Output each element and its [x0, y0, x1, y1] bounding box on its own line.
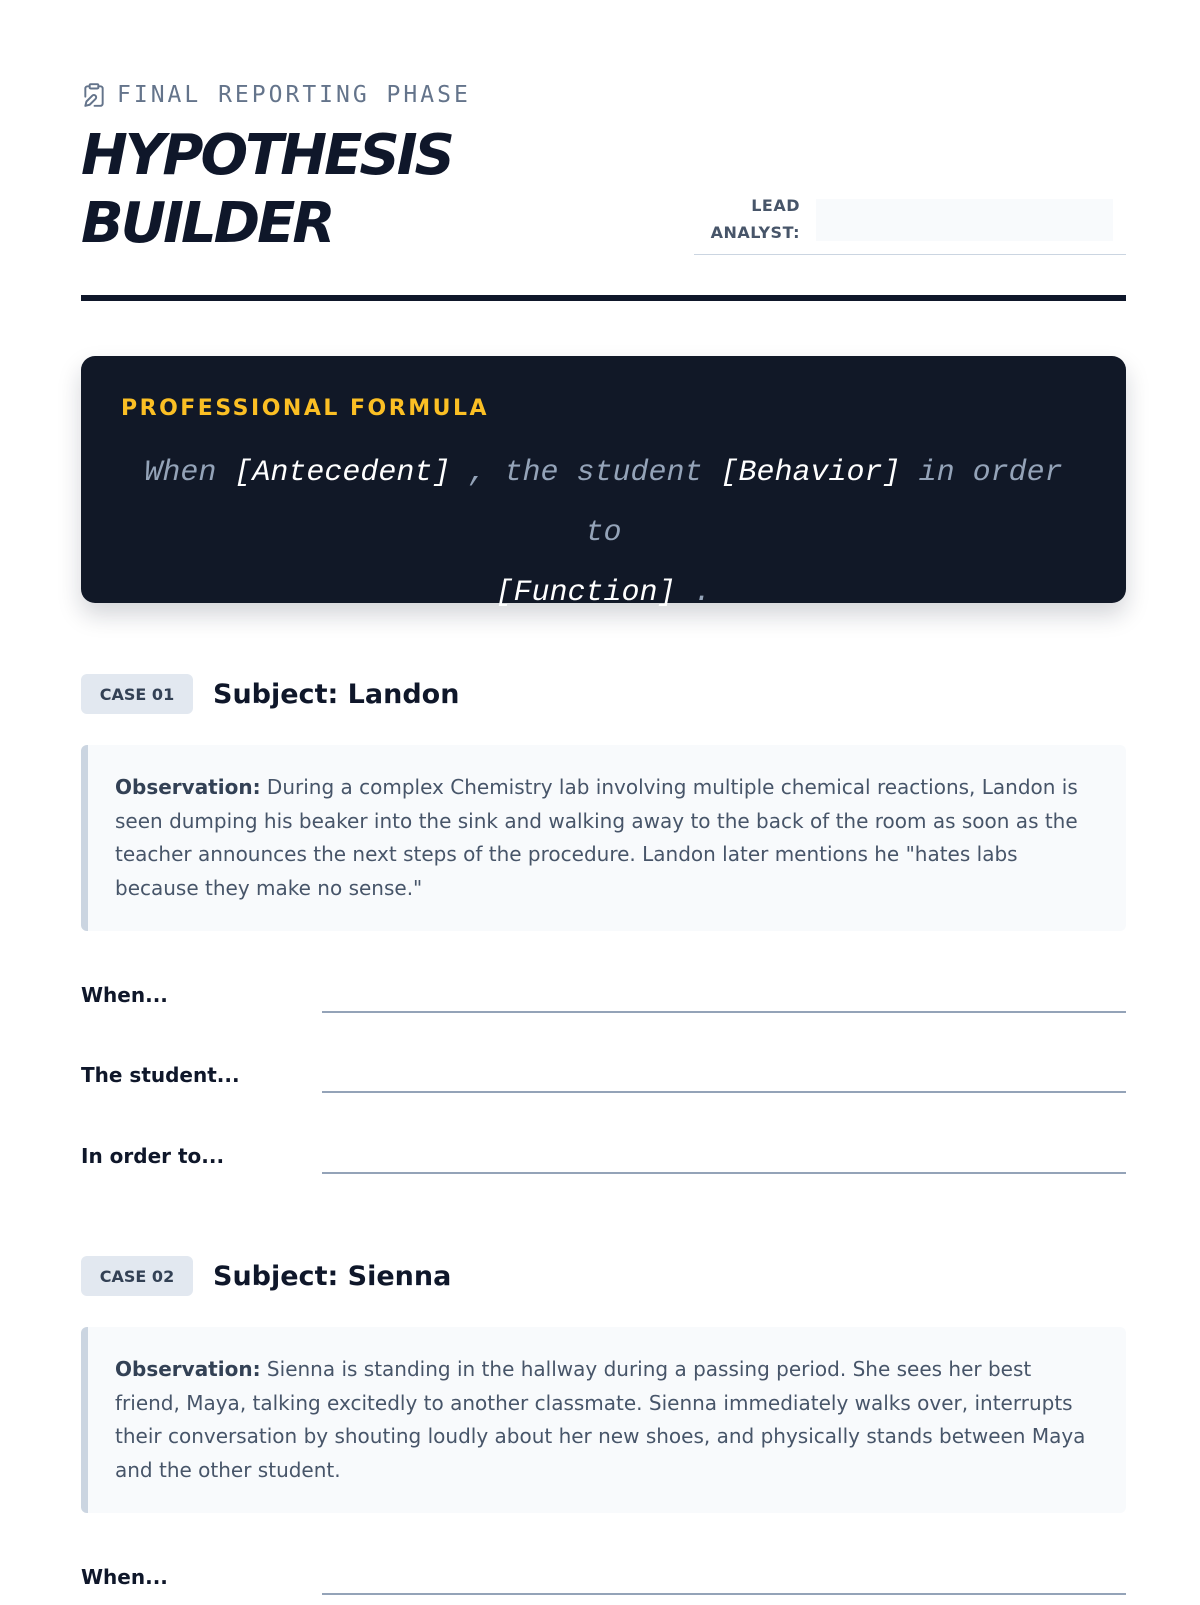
header-divider: [81, 295, 1126, 301]
page-title: [81, 122, 452, 258]
observation-box: [81, 745, 1126, 931]
formula-text: When [Antecedent] , the student [Behavior] in order to [Function] .: [144, 456, 1063, 610]
formula-behavior: [Behavior]: [720, 456, 901, 490]
formula-card: [81, 356, 1126, 610]
observation-label: Observation:: [115, 775, 261, 799]
when-input[interactable]: [322, 975, 1126, 1013]
field-label: When...: [81, 983, 168, 1007]
observation-label: Observation:: [115, 1357, 261, 1381]
case-header: [81, 674, 459, 714]
lead-analyst-input[interactable]: [816, 199, 1113, 241]
title-line-2: BUILDER: [81, 191, 333, 256]
formula-label: PROFESSIONAL FORMULA: [121, 396, 490, 421]
field-label: The student...: [81, 1063, 240, 1087]
field-row-in-order-to: [81, 1144, 1126, 1184]
observation-text: During a complex Chemistry lab involving multiple chemical reactions, Landon is seen dumping his beaker into the sink and walking away to the back of the room as soon as the teacher announces the next steps of the procedure. Landon later mentions he "hates labs because they make no sense.": [115, 775, 1078, 900]
clipboard-edit-icon: [81, 82, 107, 108]
formula-function: [Function]: [495, 576, 676, 610]
case-badge: CASE 01: [81, 674, 193, 714]
case-header: [81, 1256, 451, 1296]
student-input[interactable]: [322, 1055, 1126, 1093]
field-row-when: [81, 1565, 1126, 1605]
lead-analyst-field: [694, 192, 1126, 255]
field-row-when: [81, 983, 1126, 1023]
when-input[interactable]: [322, 1557, 1126, 1595]
case-badge: CASE 02: [81, 1256, 193, 1296]
formula-antecedent: [Antecedent]: [234, 456, 451, 490]
case-subject: Subject: Landon: [213, 678, 460, 710]
in-order-to-input[interactable]: [322, 1136, 1126, 1174]
title-line-1: HYPOTHESIS: [81, 123, 452, 188]
lead-analyst-label: LEAD ANALYST:: [710, 196, 800, 242]
field-row-student: [81, 1063, 1126, 1103]
phase-label: FINAL REPORTING PHASE: [117, 82, 471, 108]
phase-heading: [81, 82, 471, 108]
observation-box: [81, 1327, 1126, 1513]
observation-text: Sienna is standing in the hallway during a passing period. She sees her best friend, Maya, talking excitedly to another classmate. Sienna immediately walks over, interrupts their conversation by shouting loudly about her new shoes, and physically stands between Maya and the other student.: [115, 1357, 1086, 1482]
field-label: When...: [81, 1565, 168, 1589]
field-label: In order to...: [81, 1144, 225, 1168]
case-subject: Subject: Sienna: [213, 1260, 452, 1292]
